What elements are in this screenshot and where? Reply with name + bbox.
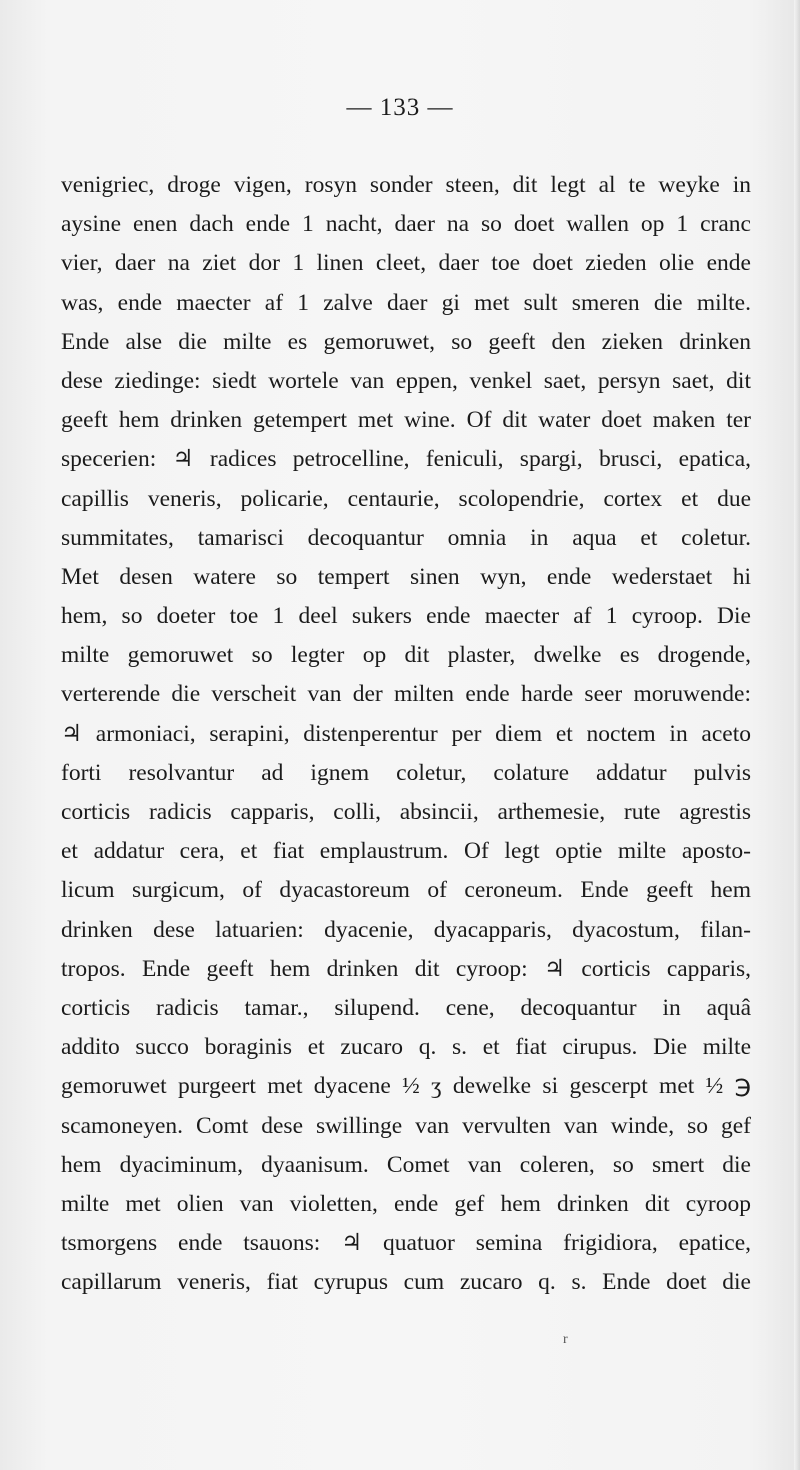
text-line: licum surgicum, of dyacastoreum of ceroneum. Ende geeft hem [61,877,751,904]
text-line: geeft hem drinken getempert met wine. Of dit water doet maken ter [61,407,751,434]
text-line: milte gemoruwet so legter op dit plaster, dwelke es drogende, [61,642,751,669]
text-line: et addatur cera, et fiat emplaustrum. Of legt optie milte aposto- [61,838,751,865]
text-line: capillis veneris, policarie, centaurie, scolopendrie, cortex et due [61,485,751,512]
text-line: Met desen watere so tempert sinen wyn, ende wederstaet hi [61,563,751,590]
text-line: vier, daer na ziet dor 1 linen cleet, daer toe doet zieden olie ende [61,250,751,277]
text-line: ♃ armoniaci, serapini, distenperentur per diem et noctem in aceto [61,720,751,747]
text-line: specerien: ♃ radices petrocelline, feniculi, spargi, brusci, epatica, [61,446,751,473]
text-line: dese ziedinge: siedt wortele van eppen, venkel saet, persyn saet, dit [61,367,751,394]
text-line: aysine enen dach ende 1 nacht, daer na so doet wallen op 1 cranc [61,211,751,238]
body-text [61,166,751,1302]
text-line: forti resolvantur ad ignem coletur, colature addatur pulvis [61,759,751,786]
text-line: corticis radicis capparis, colli, absincii, arthemesie, rute agrestis [61,799,751,825]
text-line: Ende alse die milte es gemoruwet, so geeft den zieken drinken [61,328,751,355]
text-line: hem dyaciminum, dyaanisum. Comet van coleren, so smert die [61,1151,751,1178]
text-line: summitates, tamarisci decoquantur omnia in aqua et coletur. [61,524,751,551]
text-line: hem, so doeter toe 1 deel sukers ende maecter af 1 cyroop. Die [61,603,751,630]
text-line: drinken dese latuarien: dyacenie, dyacapparis, dyacostum, filan- [61,916,751,943]
text-line: gemoruwet purgeert met dyacene ½ ʒ dewelke si gescerpt met ½ ℈ [61,1073,751,1100]
text-line: corticis radicis tamar., silupend. cene, decoquantur in aquâ [61,994,751,1021]
text-line: addito succo boraginis et zucaro q. s. et fiat cirupus. Die milte [61,1034,751,1061]
text-line: verterende die verscheit van der milten ende harde seer moruwende: [61,681,751,708]
page-number: — 133 — [346,94,454,121]
text-line: tsmorgens ende tsauons: ♃ quatuor semina frigidiora, epatice, [61,1230,751,1257]
page-edge-shadow [794,0,800,1470]
text-line: tropos. Ende geeft hem drinken dit cyroop: ♃ corticis capparis, [61,955,751,982]
text-line: milte met olien van violetten, ende gef hem drinken dit cyroop [61,1190,751,1217]
text-line: was, ende maecter af 1 zalve daer gi met sult smeren die milte. [61,289,751,316]
stray-ink-mark: r [563,1332,568,1347]
text-line: scamoneyen. Comt dese swillinge van vervulten van winde, so gef [61,1112,751,1139]
text-line: venigriec, droge vigen, rosyn sonder steen, dit legt al te weyke in [61,172,751,198]
text-line: capillarum veneris, fiat cyrupus cum zucaro q. s. Ende doet die [61,1269,751,1296]
